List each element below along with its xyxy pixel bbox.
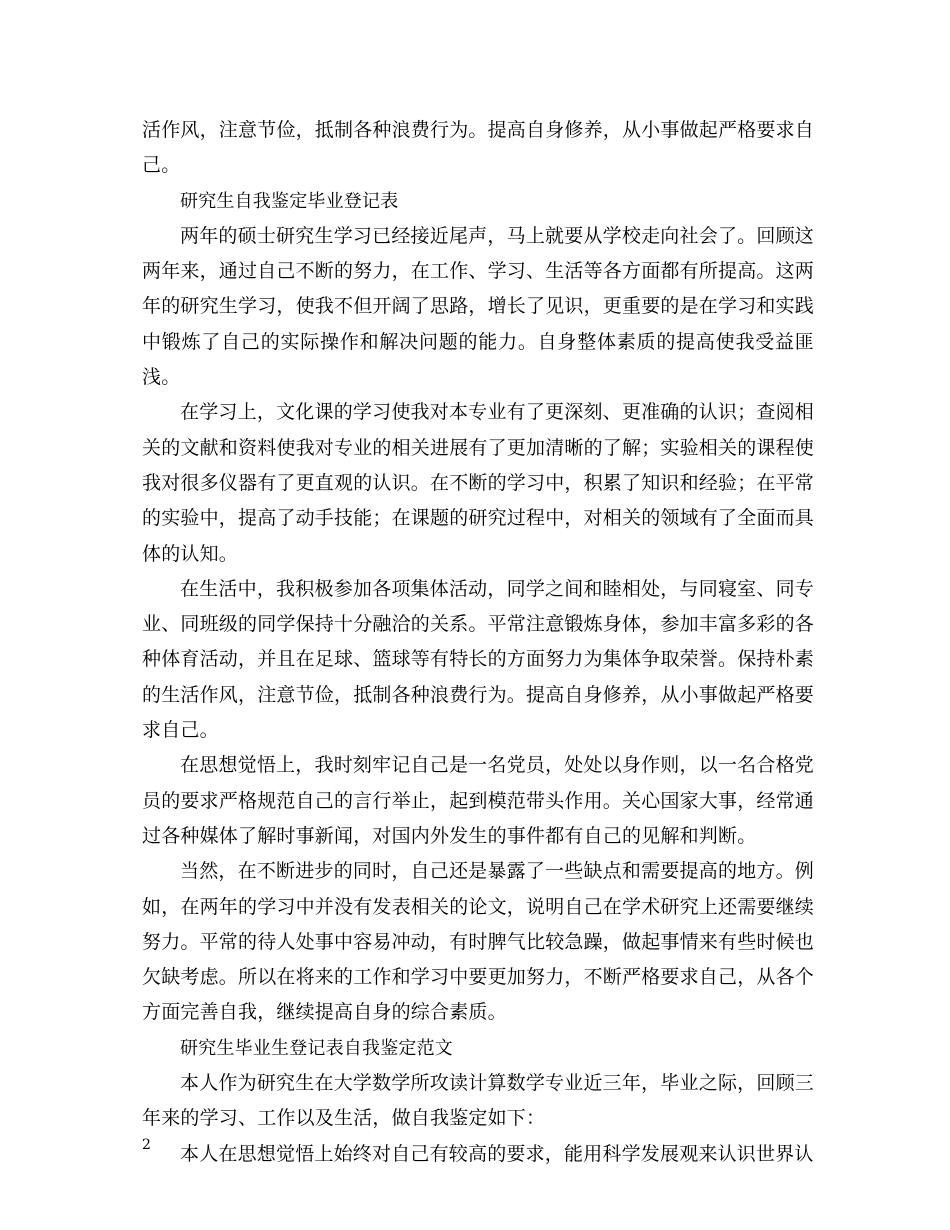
paragraph-ideology: 在思想觉悟上，我时刻牢记自己是一名党员，处处以身作则，以一名合格党员的要求严格规范自己的言行举止，起到模范带头作用。关心国家大事，经常通过各种媒体了解时事新闻，对国内外发生的事件都有自己的见解和判断。 <box>142 754 815 847</box>
paragraph-sample-intro: 本人作为研究生在大学数学所攻读计算数学专业近三年，毕业之际，回顾三年来的学习、工作以及生活，做自我鉴定如下： <box>142 1072 814 1130</box>
paragraph-sample-ideology: 本人在思想觉悟上始终对自己有较高的要求，能用科学发展观来认识世界认 <box>180 1142 814 1165</box>
paragraph-continuation: 活作风，注意节俭，抵制各种浪费行为。提高自身修养，从小事做起严格要求自己。 <box>142 119 815 177</box>
paragraph-study: 在学习上，文化课的学习使我对本专业有了更深刻、更准确的认识；查阅相关的文献和资料使我对专业的相关进展有了更加清晰的了解；实验相关的课程使我对很多仪器有了更直观的认识。在不断的学习中，积累了知识和经验；在平常的实验中，提高了动手技能；在课题的研究过程中，对相关的领域有了全面而具体的认知。 <box>142 401 815 565</box>
section-heading-graduation-registration: 研究生自我鉴定毕业登记表 <box>180 190 399 212</box>
paragraph-intro: 两年的硕士研究生学习已经接近尾声，马上就要从学校走向社会了。回顾这两年来，通过自己不断的努力，在工作、学习、生活等各方面都有所提高。这两年的研究生学习，使我不但开阔了思路，增长了见识，更重要的是在学习和实践中锻炼了自己的实际操作和解决问题的能力。自身整体素质的提高使我受益匪浅。 <box>142 224 815 389</box>
section-heading-sample: 研究生毕业生登记表自我鉴定范文 <box>180 1037 453 1059</box>
document-body <box>142 113 814 1172</box>
page-number: 2 <box>142 1137 151 1153</box>
paragraph-life: 在生活中，我积极参加各项集体活动，同学之间和睦相处，与同寝室、同专业、同班级的同学保持十分融洽的关系。平常注意锻炼身体，参加丰富多彩的各种体育活动，并且在足球、篮球等有特长的方面努力为集体争取荣誉。保持朴素的生活作风，注意节俭，抵制各种浪费行为。提高自身修养，从小事做起严格要求自己。 <box>142 577 815 742</box>
paragraph-shortcomings: 当然，在不断进步的同时，自己还是暴露了一些缺点和需要提高的地方。例如，在两年的学习中并没有发表相关的论文，说明自己在学术研究上还需要继续努力。平常的待人处事中容易冲动，有时脾气比较急躁，做起事情来有些时候也欠缺考虑。所以在将来的工作和学习中要更加努力，不断严格要求自己，从各个方面完善自我，继续提高自身的综合素质。 <box>142 860 815 1024</box>
